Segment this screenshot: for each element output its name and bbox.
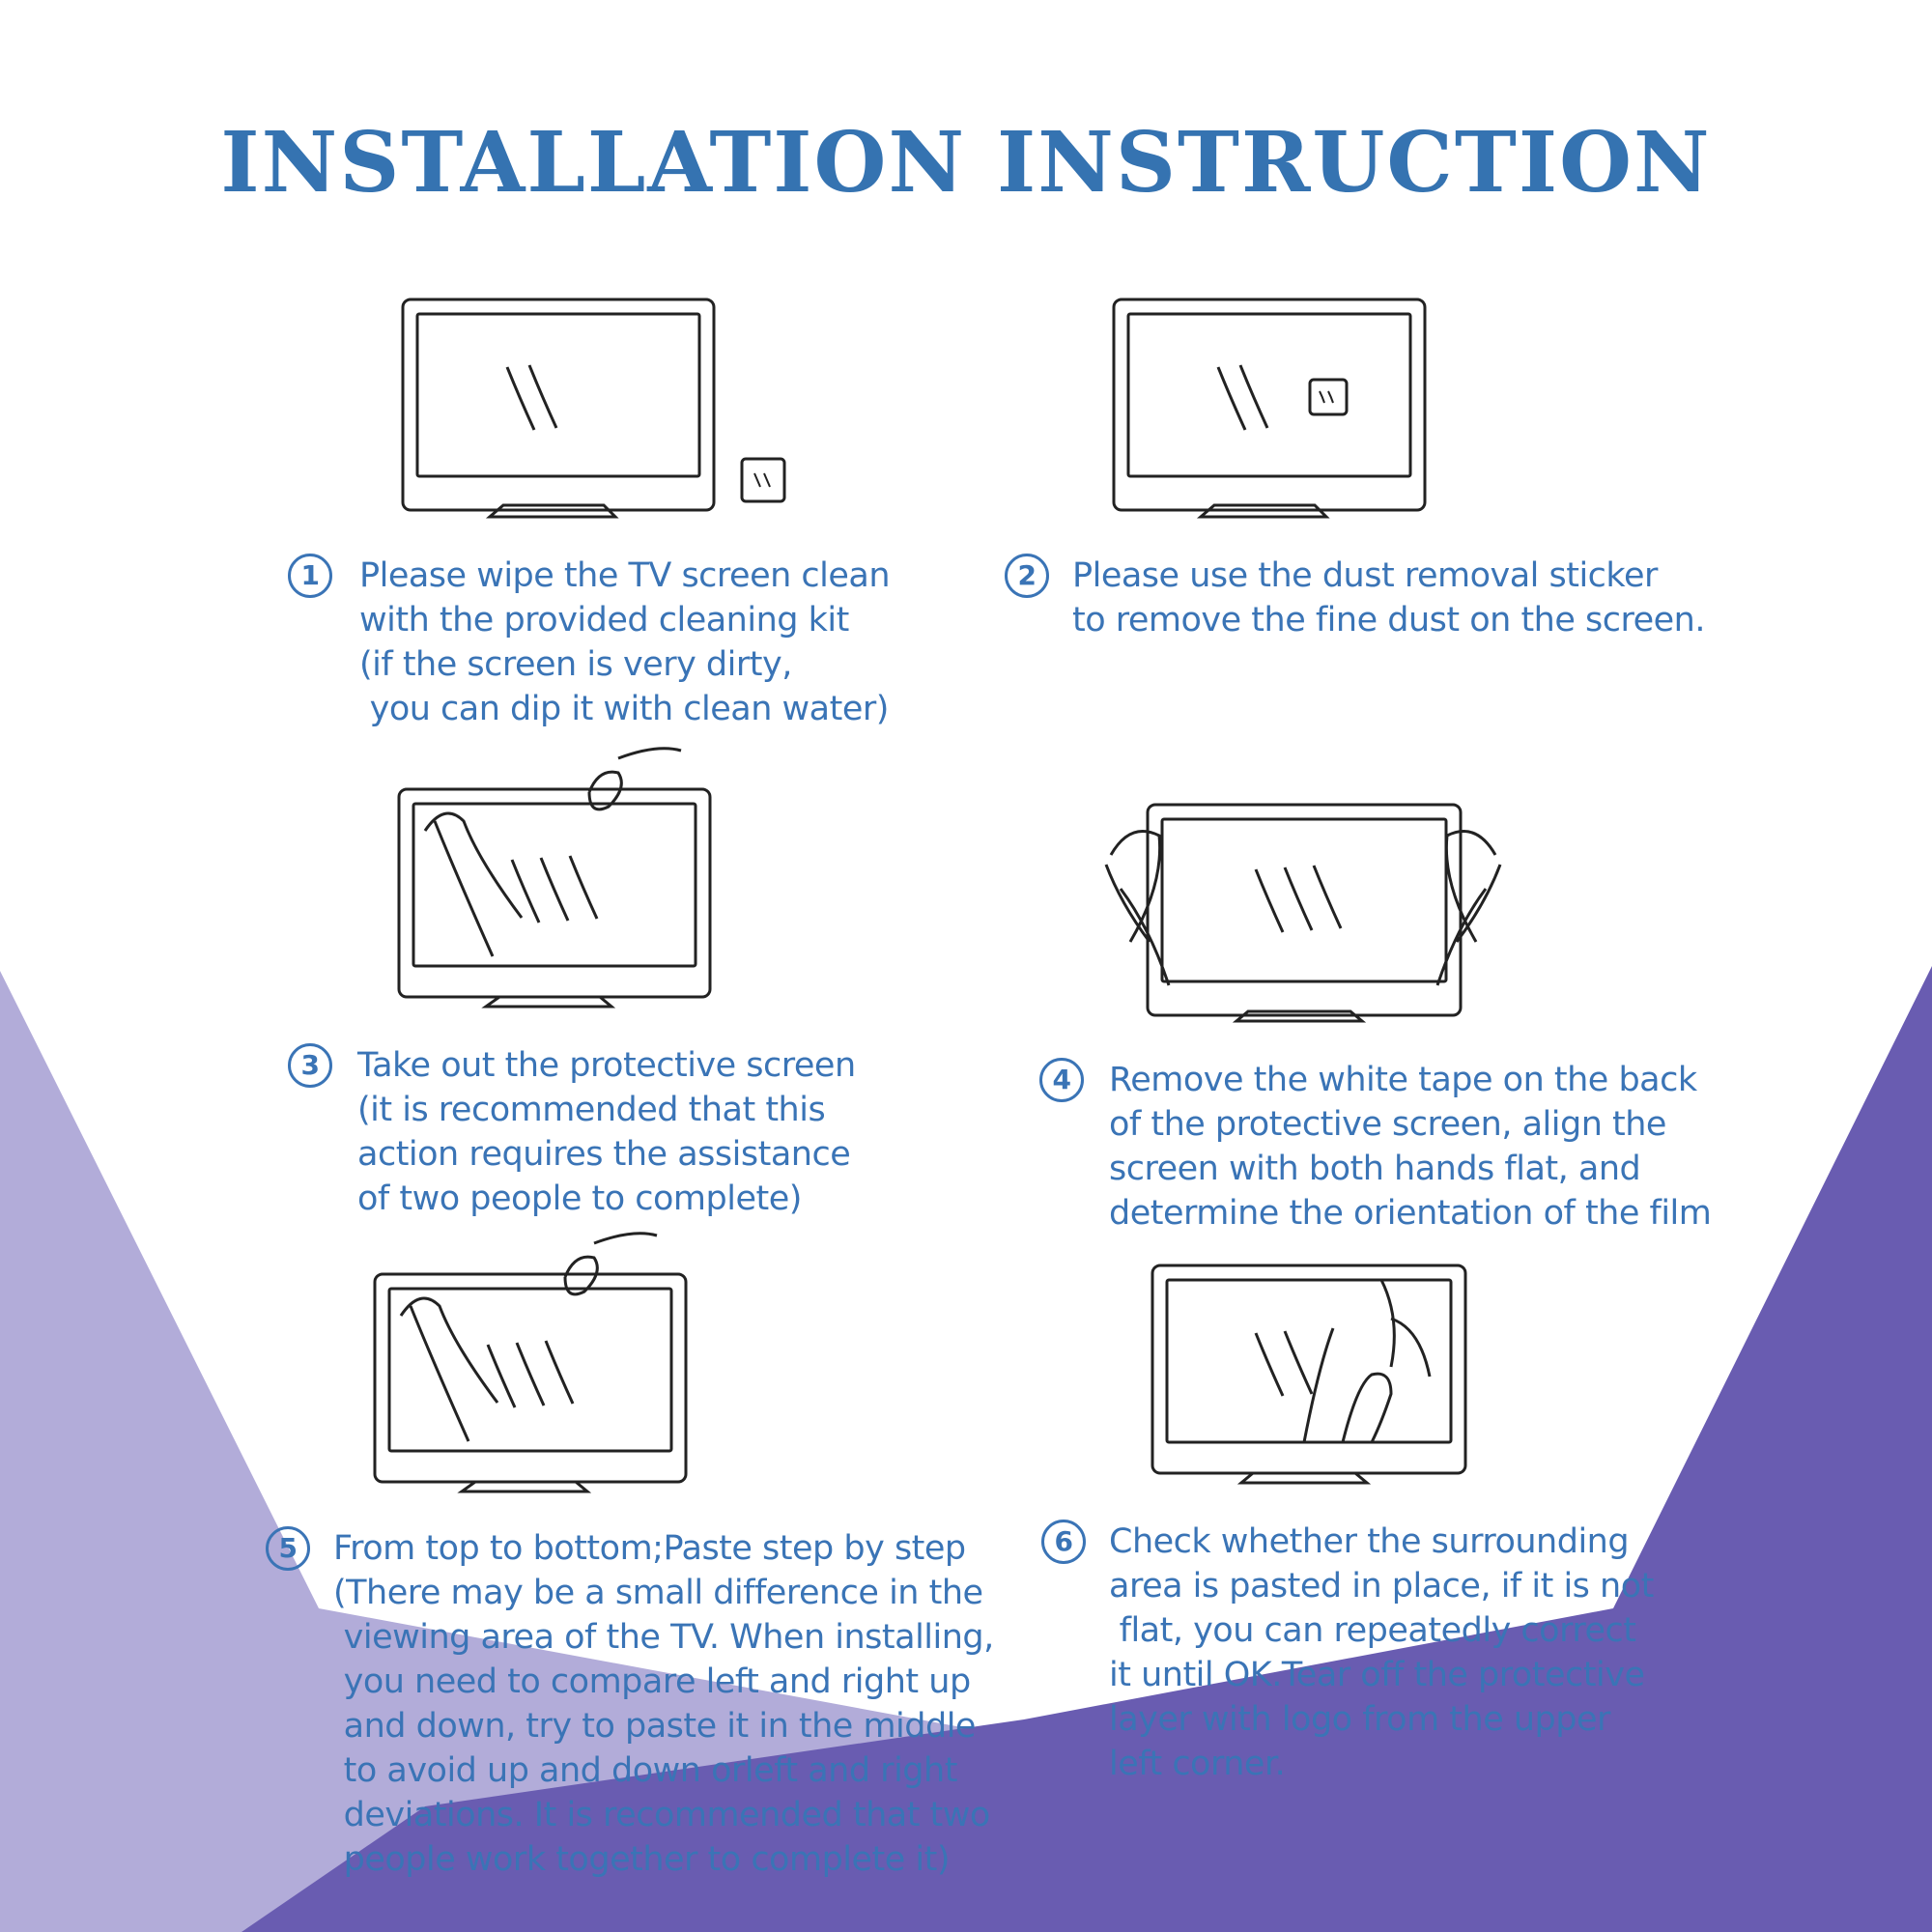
tv-illustration-step-2 xyxy=(1107,295,1445,526)
tv-illustration-step-6 xyxy=(1150,1261,1478,1492)
step-2 xyxy=(1005,554,1705,650)
step-number-badge: 6 xyxy=(1041,1520,1086,1564)
step-text: From top to bottom;Paste step by step (There may be a small difference in the viewing area of the TV. When installing, you need to compare left and right up and down, try to paste it in the middle to avoid up and down orleft and right deviations. It is recommended that two people work together to complete it) xyxy=(333,1529,994,1879)
step-text: Check whether the surrounding area is pasted in place, if it is not flat, you can repeatedly correct it until OK.Tear off the protective layer with logo from the upper left corner. xyxy=(1109,1522,1654,1783)
step-4 xyxy=(1039,1058,1716,1241)
step-number-badge: 5 xyxy=(266,1526,310,1571)
step-text: Please wipe the TV screen clean with the provided cleaning kit (if the screen is very dirty, you can dip it with clean water) xyxy=(359,556,891,728)
step-6 xyxy=(1041,1520,1718,1800)
tv-illustration-step-3 xyxy=(396,734,715,1014)
step-number-badge: 2 xyxy=(1005,554,1049,598)
tv-illustration-step-4 xyxy=(1101,797,1507,1029)
step-5 xyxy=(266,1526,1048,1893)
step-number-badge: 3 xyxy=(288,1043,332,1088)
step-number-badge: 4 xyxy=(1039,1058,1084,1102)
step-1 xyxy=(288,554,891,737)
step-3 xyxy=(288,1043,887,1227)
step-number-badge: 1 xyxy=(288,554,332,598)
step-text: Please use the dust removal sticker to remove the fine dust on the screen. xyxy=(1072,556,1705,639)
step-text: Remove the white tape on the back of the protective screen, align the screen with both hands flat, and determine the orientation of the film xyxy=(1109,1061,1712,1233)
tv-illustration-step-5 xyxy=(372,1219,691,1499)
page-title: INSTALLATION INSTRUCTION xyxy=(220,114,1712,212)
step-text: Take out the protective screen (it is recommended that this action requires the assistance of two people to complete) xyxy=(357,1046,856,1218)
tv-illustration-step-1 xyxy=(396,295,802,526)
